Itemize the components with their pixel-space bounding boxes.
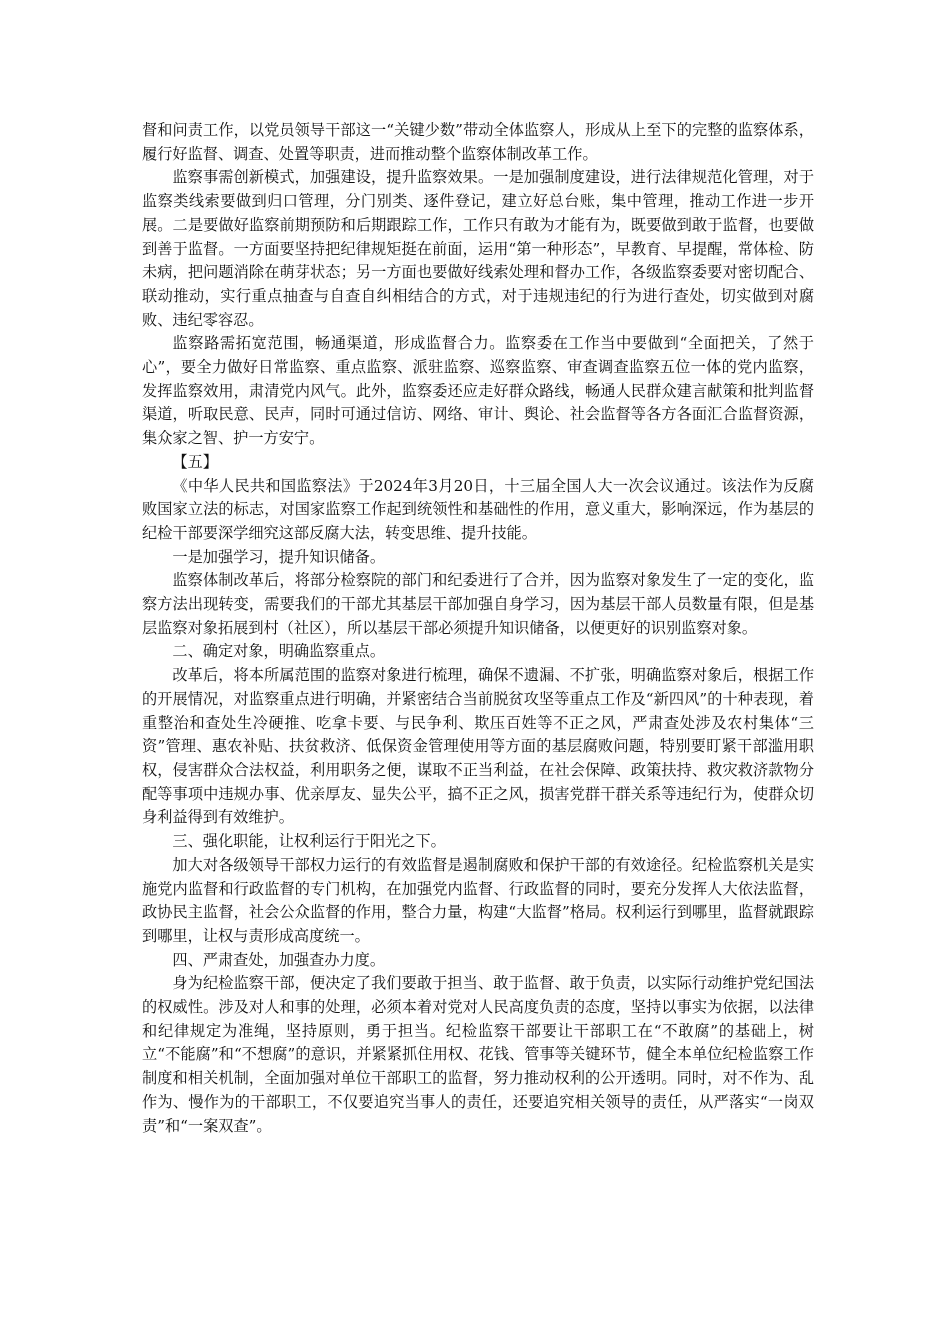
subheading-three: 三、强化职能，让权利运行于阳光之下。 [172, 832, 446, 851]
paragraph-strengthen-learning: 监察体制改革后，将部分检察院的部门和纪委进行了合并，因为监察对象发生了一定的变化，监察方法出现转变，需要我们的干部尤其基层干部加强自身学习，因为基层干部人员数量有限，但是基层监察对象拓展到村（社区），所以基层干部必须提升知识储备，以便更好的识别监察对象。 [142, 571, 814, 637]
paragraph-supervision-law: 《中华人民共和国监察法》于2024年3月20日，十三届全国人大一次会议通过。该法作为反腐败国家立法的标志，对国家监察工作起到统领性和基础性的作用，意义重大，影响深远，作为基层的纪检干部要深学细究这部反腐大法，转变思维、提升技能。 [142, 476, 814, 542]
section-heading-five: 【五】 [172, 452, 218, 471]
subheading-two: 二、确定对象，明确监察重点。 [172, 642, 386, 661]
paragraph-clarify-focus: 改革后，将本所属范围的监察对象进行梳理，确保不遗漏、不扩张，明确监察对象后，根据工作的开展情况，对监察重点进行明确，并紧密结合当前脱贫攻坚等重点工作及“新四风”的十种表现，着重整治和查处生冷硬推、吃拿卡要、与民争利、欺压百姓等不正之风，严肃查处涉及农村集体“三资”管理、惠农补贴、扶贫救济、低保资金管理使用等方面的基层腐败问题，特别要盯紧干部滥用职权，侵害群众合法权益，利用职务之便，谋取不正当利益，在社会保障、政策扶持、救灾救济款物分配等事项中违规办事、优亲厚友、显失公平，搞不正之风，损害党群干群关系等违纪行为，使群众切身利益得到有效维护。 [142, 666, 814, 827]
paragraph-broaden-scope: 监察路需拓宽范围，畅通渠道，形成监督合力。监察委在工作当中要做到“全面把关，了然于心”，要全力做好日常监察、重点监察、派驻监察、巡察监察、审查调查监察五位一体的党内监察，发挥监察效用，肃清党内风气。此外，监察委还应走好群众路线，畅通人民群众建言献策和批判监督渠道，听取民意、民声，同时可通过信访、网络、审计、舆论、社会监督等各方各面汇合监督资源，集众家之智、护一方安宁。 [142, 334, 814, 448]
paragraph-strict-investigation: 身为纪检监察干部，便决定了我们要敢于担当、敢于监督、敢于负责，以实际行动维护党纪国法的权威性。涉及对人和事的处理，必须本着对党对人民高度负责的态度，坚持以事实为依据，以法律和纪律规定为准绳，坚持原则，勇于担当。纪检监察干部要让干部职工在“不敢腐”的基础上，树立“不能腐”和“不想腐”的意识，并紧紧抓住用权、花钱、管事等关键环节，健全本单位纪检监察工作制度和相关机制，全面加强对单位干部职工的监督，努力推动权利的公开透明。同时，对不作为、乱作为、慢作为的干部职工，不仅要追究当事人的责任，还要追究相关领导的责任，从严落实“一岗双责”和“一案双查”。 [142, 974, 814, 1135]
paragraph-continuation: 督和问责工作，以党员领导干部这一“关键少数”带动全体监察人，形成从上至下的完整的监察体系，履行好监督、调查、处置等职责，进而推动整个监察体制改革工作。 [142, 121, 814, 163]
paragraph-innovation-mode: 监察事需创新模式，加强建设，提升监察效果。一是加强制度建设，进行法律规范化管理，对于监察类线索要做到归口管理，分门别类、逐件登记，建立好总台账，集中管理，推动工作进一步开展。二是要做好监察前期预防和后期跟踪工作，工作只有敢为才能有为，既要做到敢于监督，也要做到善于监督。一方面要坚持把纪律规矩挺在前面，运用“第一种形态”，早教育、早提醒，常体检、防未病，把问题消除在萌芽状态；另一方面也要做好线索处理和督办工作，各级监察委要对密切配合、联动推动，实行重点抽查与自查自纠相结合的方式，对于违规违纪的行为进行查处，切实做到对腐败、违纪零容忍。 [142, 168, 814, 329]
subheading-four: 四、严肃查处，加强查办力度。 [172, 950, 386, 969]
subheading-one: 一是加强学习，提升知识储备。 [172, 547, 386, 566]
document-body [142, 119, 814, 1138]
paragraph-strengthen-functions: 加大对各级领导干部权力运行的有效监督是遏制腐败和保护干部的有效途径。纪检监察机关是实施党内监督和行政监督的专门机构，在加强党内监督、行政监督的同时，要充分发挥人大依法监督，政协民主监督，社会公众监督的作用，整合力量，构建“大监督”格局。权利运行到哪里，监督就跟踪到哪里，让权与责形成高度统一。 [142, 855, 814, 945]
